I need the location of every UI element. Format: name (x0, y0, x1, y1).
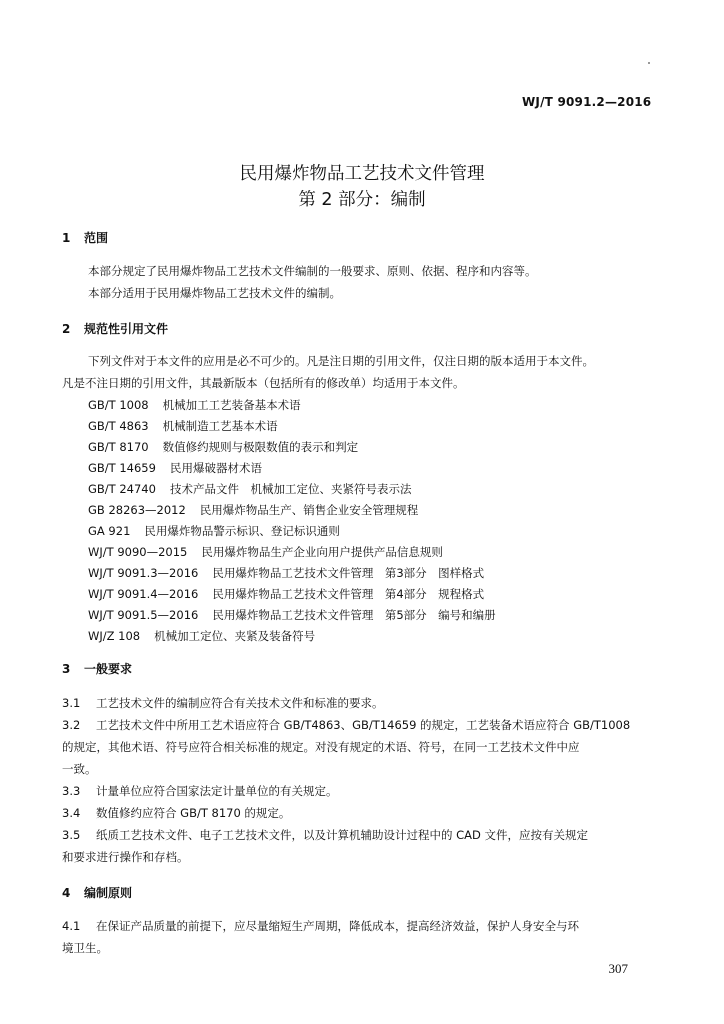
paragraph-continuation: 凡是不注日期的引用文件，其最新版本（包括所有的修改单）均适用于本文件。 (62, 376, 465, 390)
reference-code: WJ/T 9091.3—2016 (88, 566, 199, 580)
document-subtitle: 第 2 部分：编制 (298, 190, 426, 210)
reference-title: 民用爆炸物品生产、销售企业安全管理规程 (199, 503, 419, 517)
reference-item (88, 586, 484, 602)
reference-title: 机械制造工艺基本术语 (162, 419, 278, 433)
reference-title: 机械加工工艺装备基本术语 (162, 398, 301, 412)
reference-item (88, 418, 278, 434)
reference-code: GB/T 1008 (88, 398, 149, 412)
section-4-heading (62, 884, 132, 901)
clause-number: 3.2 (62, 718, 81, 732)
reference-item (88, 523, 340, 539)
clause-3-1 (62, 695, 384, 711)
reference-item (88, 460, 262, 476)
clause-3-4 (62, 805, 290, 821)
clause-number: 3.3 (62, 784, 81, 798)
reference-code: WJ/Z 108 (88, 629, 141, 643)
section-number: 1 (62, 231, 71, 245)
reference-title: 民用爆炸物品工艺技术文件管理 第3部分 图样格式 (212, 566, 485, 580)
clause-text: 工艺技术文件中所用工艺术语应符合 GB/T4863、GB/T14659 的规定，工艺装备术语应符合 GB/T1008 (96, 718, 631, 732)
clause-continuation: 和要求进行操作和存档。 (62, 850, 189, 864)
reference-item (88, 439, 358, 455)
reference-title: 数值修约规则与极限数值的表示和判定 (162, 440, 359, 454)
clause-3-2 (62, 717, 630, 733)
section-title: 规范性引用文件 (84, 322, 169, 336)
document-title: 民用爆炸物品工艺技术文件管理 (239, 164, 485, 184)
section-number: 4 (62, 886, 71, 900)
clause-continuation: 的规定，其他术语、符号应符合相关标准的规定。对没有规定的术语、符号，在同一工艺技术文件中应 (62, 740, 580, 754)
reference-item (88, 397, 301, 413)
reference-title: 民用爆炸物品警示标识、登记标识通则 (144, 524, 340, 538)
page-number: 307 (608, 961, 628, 976)
clause-3-5 (62, 827, 588, 843)
reference-title: 民用爆破器材术语 (169, 461, 262, 475)
section-title: 一般要求 (84, 662, 133, 676)
reference-item (88, 502, 418, 518)
section-title: 范围 (84, 231, 109, 245)
reference-item (88, 607, 496, 623)
clause-continuation: 境卫生。 (62, 941, 108, 955)
clause-text: 数值修约应符合 GB/T 8170 的规定。 (96, 806, 291, 820)
section-number: 3 (62, 662, 71, 676)
reference-code: GB 28263—2012 (88, 503, 186, 517)
reference-code: GA 921 (88, 524, 131, 538)
reference-code: GB/T 4863 (88, 419, 149, 433)
section-3-heading (62, 660, 132, 677)
clause-text: 纸质工艺技术文件、电子工艺技术文件，以及计算机辅助设计过程中的 CAD 文件，应按有关规定 (96, 828, 589, 842)
paragraph: 本部分适用于民用爆炸物品工艺技术文件的编制。 (88, 286, 341, 300)
reference-code: WJ/T 9090—2015 (88, 545, 188, 559)
reference-title: 民用爆炸物品工艺技术文件管理 第5部分 编号和编册 (212, 608, 496, 622)
reference-title: 技术产品文件 机械加工定位、夹紧符号表示法 (169, 482, 412, 496)
section-number: 2 (62, 322, 71, 336)
paragraph: 本部分规定了民用爆炸物品工艺技术文件编制的一般要求、原则、依据、程序和内容等。 (88, 264, 537, 278)
clause-number: 3.5 (62, 828, 81, 842)
reference-code: GB/T 8170 (88, 440, 149, 454)
reference-code: GB/T 14659 (88, 461, 156, 475)
section-title: 编制原则 (84, 886, 133, 900)
paragraph: 下列文件对于本文件的应用是必不可少的。凡是注日期的引用文件，仅注日期的版本适用于本文件。 (88, 354, 594, 368)
clause-number: 4.1 (62, 919, 81, 933)
clause-number: 3.4 (62, 806, 81, 820)
reference-title: 机械加工定位、夹紧及装备符号 (154, 629, 316, 643)
clause-text: 计量单位应符合国家法定计量单位的有关规定。 (96, 784, 338, 798)
reference-code: WJ/T 9091.4—2016 (88, 587, 199, 601)
clause-text: 在保证产品质量的前提下，应尽量缩短生产周期，降低成本，提高经济效益，保护人身安全与环 (96, 919, 579, 933)
reference-code: GB/T 24740 (88, 482, 156, 496)
scan-speck (648, 62, 650, 64)
reference-title: 民用爆炸物品生产企业向用户提供产品信息规则 (201, 545, 443, 559)
clause-3-3 (62, 783, 338, 799)
clause-continuation: 一致。 (62, 762, 97, 776)
clause-number: 3.1 (62, 696, 81, 710)
reference-item (88, 565, 484, 581)
reference-item (88, 628, 315, 644)
clause-4-1 (62, 918, 579, 934)
reference-item (88, 544, 443, 560)
reference-code: WJ/T 9091.5—2016 (88, 608, 199, 622)
standard-code: WJ/T 9091.2—2016 (522, 95, 652, 109)
section-2-heading (62, 320, 168, 337)
section-1-heading (62, 229, 108, 246)
reference-item (88, 481, 411, 497)
clause-text: 工艺技术文件的编制应符合有关技术文件和标准的要求。 (96, 696, 384, 710)
reference-title: 民用爆炸物品工艺技术文件管理 第4部分 规程格式 (212, 587, 485, 601)
